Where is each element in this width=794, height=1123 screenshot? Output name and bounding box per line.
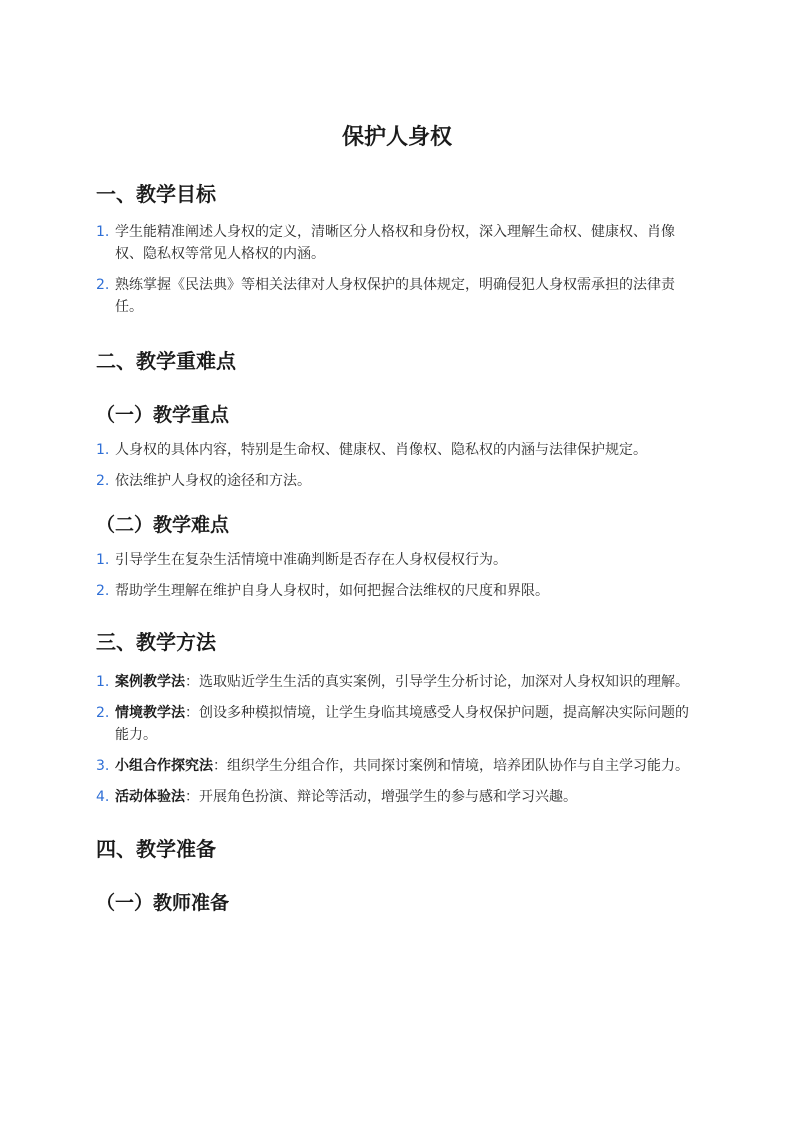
list-item-text: 帮助学生理解在维护自身人身权时，如何把握合法维权的尺度和界限。 xyxy=(115,583,549,599)
list-number: 4. xyxy=(96,789,110,805)
list-item-text: ：创设多种模拟情境，让学生身临其境感受人身权保护问题，提高解决实际问题的能力。 xyxy=(115,705,689,743)
list-number: 2. xyxy=(96,473,110,489)
list-number: 1. xyxy=(96,552,110,568)
list-item-text: 依法维护人身权的途径和方法。 xyxy=(115,473,311,489)
list-item-text: ：组织学生分组合作，共同探讨案例和情境，培养团队协作与自主学习能力。 xyxy=(213,758,689,774)
subsection-heading-difficulty: （二）教学难点 xyxy=(96,514,230,536)
subsection-heading-teacher-prep: （一）教师准备 xyxy=(96,892,230,914)
list-number: 1. xyxy=(96,224,110,240)
list-number: 2. xyxy=(96,277,110,293)
list-item xyxy=(96,221,698,265)
list-item-text: 熟练掌握《民法典》等相关法律对人身权保护的具体规定，明确侵犯人身权需承担的法律责任。 xyxy=(115,277,675,315)
list-number: 1. xyxy=(96,442,110,458)
list-item xyxy=(96,755,698,777)
methods-list xyxy=(96,671,698,808)
list-number: 3. xyxy=(96,758,110,774)
section-heading-methods: 三、教学方法 xyxy=(96,630,216,654)
list-item xyxy=(96,702,698,746)
section-heading-key-points: 二、教学重难点 xyxy=(96,349,236,373)
goals-list xyxy=(96,221,698,318)
method-term: 活动体验法 xyxy=(115,789,185,805)
focus-list xyxy=(96,439,698,492)
list-item xyxy=(96,549,698,571)
section-heading-prep: 四、教学准备 xyxy=(96,837,216,861)
method-term: 小组合作探究法 xyxy=(115,758,213,774)
subsection-heading-focus: （一）教学重点 xyxy=(96,404,230,426)
list-item-text: 引导学生在复杂生活情境中准确判断是否存在人身权侵权行为。 xyxy=(115,552,507,568)
difficulty-list xyxy=(96,549,698,602)
list-item xyxy=(96,439,698,461)
document-title: 保护人身权 xyxy=(341,125,452,150)
list-number: 1. xyxy=(96,674,110,690)
list-item xyxy=(96,786,698,808)
list-item-text: 人身权的具体内容，特别是生命权、健康权、肖像权、隐私权的内涵与法律保护规定。 xyxy=(115,442,647,458)
list-item-text: ：选取贴近学生生活的真实案例，引导学生分析讨论，加深对人身权知识的理解。 xyxy=(185,674,689,690)
section-heading-goals: 一、教学目标 xyxy=(96,182,216,206)
list-number: 2. xyxy=(96,583,110,599)
method-term: 情境教学法 xyxy=(115,705,185,721)
list-item xyxy=(96,274,698,318)
list-item-text: ：开展角色扮演、辩论等活动，增强学生的参与感和学习兴趣。 xyxy=(185,789,577,805)
method-term: 案例教学法 xyxy=(115,674,185,690)
list-item xyxy=(96,470,698,492)
list-number: 2. xyxy=(96,705,110,721)
list-item xyxy=(96,671,698,693)
list-item-text: 学生能精准阐述人身权的定义，清晰区分人格权和身份权，深入理解生命权、健康权、肖像权、隐私权等常见人格权的内涵。 xyxy=(115,224,675,262)
list-item xyxy=(96,580,698,602)
